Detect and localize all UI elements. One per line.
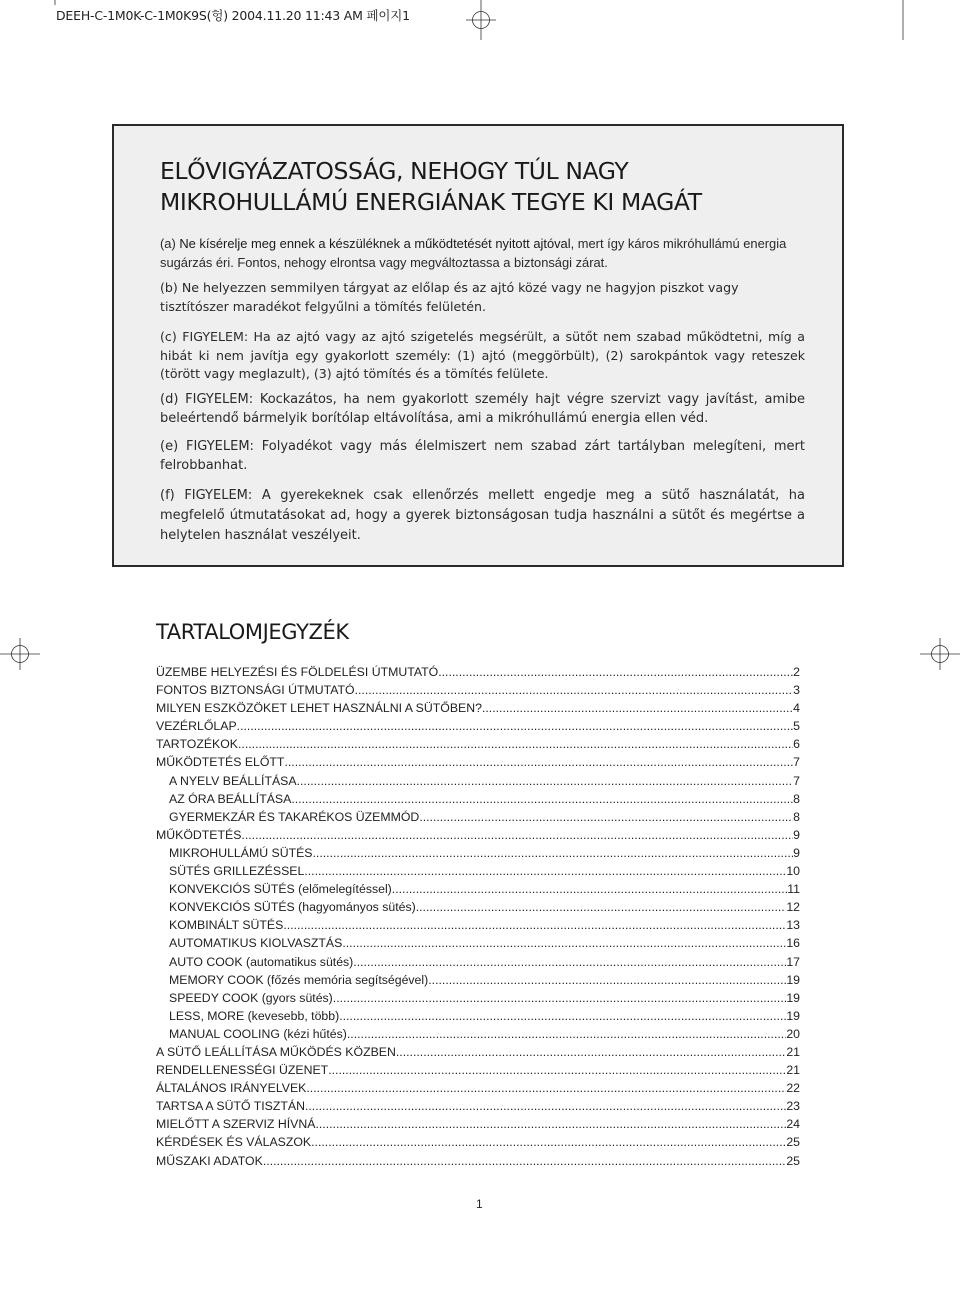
toc-entry-page: 7 [793,773,800,788]
toc-entry[interactable] [156,719,800,737]
toc-entry-leader [241,828,793,842]
toc-entry-label: MANUAL COOLING (kézi hűtés) [169,1026,347,1041]
toc-entry-page: 20 [786,1026,800,1041]
warning-item-emphasis: Ne helyezzen semmilyen tárgyat [181,280,390,295]
warning-item-c [160,328,805,384]
toc-entry-page: 8 [793,809,800,824]
toc-entry-page: 21 [786,1044,800,1059]
toc-entry[interactable] [156,1081,800,1099]
warning-title-line-2: MIKROHULLÁMÚ ENERGIÁNAK TEGYE KI MAGÁT [160,188,702,216]
toc-entry[interactable] [156,1063,800,1081]
crop-mark-top-left-icon [50,0,60,5]
warning-item-emphasis: FIGYELEM: [185,439,254,454]
crop-mark-top-right-icon [898,0,908,40]
warning-item-text: A gyerekeknek csak ellenőrzés mellett engedje meg a sütő használatát, ha megfelelő útmutatásokat ad, hogy a gyerek biztonságosan tudja használni a sütőt és megértse a helytelen használat veszélyeit. [160,488,805,543]
warning-item-b [160,279,805,316]
toc-entry-page: 22 [786,1081,800,1096]
toc-entry[interactable] [156,810,800,828]
toc-entry-label: ÜZEMBE HELYEZÉSI ÉS FÖLDELÉSI ÚTMUTATÓ [156,665,439,679]
toc-entry-label: AZ ÓRA BEÁLLÍTÁSA [169,791,292,806]
toc-entry-label: MILYEN ESZKÖZÖKET LEHET HASZNÁLNI A SÜTŐBEN? [156,701,482,716]
toc-entry-page: 25 [786,1135,800,1150]
toc-entry[interactable] [156,755,800,773]
warning-title [160,156,702,218]
toc-entry-leader [482,701,793,715]
toc-entry-leader [305,1099,786,1113]
toc-entry-page: 2 [793,665,800,679]
toc-entry-page: 9 [793,827,800,842]
toc-entry-page: 7 [793,755,800,770]
toc-entry-leader [263,1154,786,1168]
toc-entry-label: AUTOMATIKUS KIOLVASZTÁS [169,936,343,951]
toc-entry-page: 12 [786,900,800,915]
toc-entry-label: KOMBINÁLT SÜTÉS [169,918,284,933]
toc-entry-label: RENDELLENESSÉGI ÜZENET [156,1063,329,1078]
toc-entry[interactable] [156,683,800,701]
toc-entry[interactable] [156,1117,800,1135]
toc-entry-label: MŰSZAKI ADATOK [156,1153,263,1168]
toc-entry-label: LESS, MORE (kevesebb, több) [169,1008,340,1023]
warning-item-label: (c) [160,329,177,344]
toc-entry-label: KONVEKCIÓS SÜTÉS (hagyományos sütés) [169,900,416,915]
toc-entry-page: 8 [793,791,800,806]
toc-entry-page: 25 [786,1153,800,1168]
toc-title: TARTALOMJEGYZÉK [156,620,349,644]
warning-item-label: (e) [160,439,179,454]
toc-entry-page: 5 [793,719,800,734]
toc-entry-leader [311,1135,786,1149]
toc-entry-label: KÉRDÉSEK ÉS VÁLASZOK [156,1135,312,1150]
toc-entry-page: 13 [786,918,800,933]
toc-entry-page: 19 [786,990,800,1005]
toc-entry-leader [284,755,793,769]
toc-entry-leader [297,774,794,788]
toc-entry-leader [355,683,794,697]
toc-entry[interactable] [156,737,800,755]
toc-entry-label: VEZÉRLŐLAP [156,719,237,734]
toc-entry-leader [392,882,787,896]
warning-item-label: (d) [160,392,179,407]
toc-entry-page: 4 [793,701,800,716]
toc-entry-leader [339,1009,786,1023]
toc-entry[interactable] [156,973,800,991]
toc-entry-page: 6 [793,737,800,752]
registration-mark-left-icon [0,634,40,674]
toc-entry[interactable] [156,955,800,973]
toc-entry-page: 19 [786,972,800,987]
toc-entry-leader [419,810,793,824]
page-number: 1 [476,1197,483,1211]
toc-entry-label: MŰKÖDTETÉS [156,827,242,842]
toc-entry-leader [283,918,786,932]
toc-entry-page: 17 [786,954,800,969]
toc-entry-leader [428,973,786,987]
toc-entry-page: 21 [786,1063,800,1078]
toc-entry[interactable] [156,1154,800,1172]
warning-item-f [160,486,805,546]
toc-entry-label: TARTSA A SÜTŐ TISZTÁN [156,1099,305,1114]
toc-entry[interactable] [156,701,800,719]
toc-entry-leader [238,737,793,751]
toc-entry-leader [304,864,786,878]
toc-entry-leader [315,1117,786,1131]
warning-title-line-1: ELŐVIGYÁZATOSSÁG, NEHOGY TÚL NAGY [160,157,629,185]
toc-entry-leader [347,1027,786,1041]
toc-entry[interactable] [156,828,800,846]
toc-entry-page: 19 [786,1008,800,1023]
toc-entry[interactable] [156,900,800,918]
toc-entry-leader [306,1081,786,1095]
toc-entry-label: KONVEKCIÓS SÜTÉS (előmelegítéssel) [169,882,392,897]
registration-mark-right-icon [920,634,960,674]
warning-item-label: (f) [160,488,175,503]
toc-entry-page: 16 [786,936,800,951]
warning-item-emphasis: FIGYELEM: [184,488,253,503]
warning-item-text: mert így káros mikróhullámú energia sugárzás éri. Fontos, nehogy elrontsa vagy megváltoztassa a biztonsági zárat. [160,236,787,270]
toc-entry-label: MŰKÖDTETÉS ELŐTT [156,755,285,770]
toc-entry[interactable] [156,936,800,954]
toc-entry-leader [237,719,794,733]
toc-entry-leader [291,792,793,806]
warning-item-text: Ha az ajtó vagy az ajtó szigetelés megsérült, a sütőt nem szabad működtetni, míg a hibát ki nem javítja egy gyakorlott személy: (1) ajtó (meggörbült), (2) sarokpántok vagy reteszek (törött vagy meglazult), (3) ajtó tömítés és a tömítés felülete. [160,329,805,381]
toc-entry-label: MIKROHULLÁMÚ SÜTÉS [169,845,313,860]
warning-item-text: Kockazátos, ha nem gyakorlott személy hajt végre szervizt vagy javítást, amibe beleértendő bármelyik borítólap eltávolítása, ami a mikróhullámú energia ellen véd. [160,392,805,426]
toc-entry[interactable] [156,1099,800,1117]
toc-entry[interactable] [156,1027,800,1045]
toc-entry-label: A SÜTŐ LEÁLLÍTÁSA MŰKÖDÉS KÖZBEN [156,1044,396,1059]
toc-entry[interactable] [156,665,800,683]
toc-entry[interactable] [156,864,800,882]
warning-item-emphasis: Ne kísérelje meg ennek a készüléknek a működtetését nyitott ajtóval, [179,236,575,251]
toc-entry[interactable] [156,991,800,1009]
toc-entry-leader [416,900,787,914]
toc-entry[interactable] [156,774,800,792]
toc-entry[interactable] [156,792,800,810]
warning-item-d [160,391,805,428]
toc-list [156,665,800,1172]
toc-entry-label: TARTOZÉKOK [156,737,238,752]
toc-entry-leader [333,991,787,1005]
toc-entry-leader [328,1063,786,1077]
toc-entry-label: FONTOS BIZTONSÁGI ÚTMUTATÓ [156,683,355,698]
toc-entry-page: 24 [786,1117,800,1132]
warning-item-emphasis: FIGYELEM: [185,392,254,407]
print-header-line: DEEH-C-1M0K-C-1M0K9S(헝) 2004.11.20 11:43 AM 페이지1 [56,8,410,23]
toc-entry-page: 23 [786,1099,800,1114]
toc-entry-label: MIELŐTT A SZERVIZ HÍVNÁ [156,1117,316,1132]
toc-entry[interactable] [156,846,800,864]
toc-entry-label: MEMORY COOK (főzés memória segítségével) [169,972,429,987]
toc-entry[interactable] [156,918,800,936]
warning-item-text: az előlap és az ajtó közé vagy ne hagyjon piszkot vagy tisztítószer maradékot felgyűlni a tömítés felületén. [160,280,739,314]
toc-entry-label: SPEEDY COOK (gyors sütés) [169,990,333,1005]
warning-item-text: Folyadékot vagy más élelmiszert nem szabad zárt tartályban melegíteni, mert felrobbanhat. [160,439,805,473]
toc-entry[interactable] [156,1135,800,1153]
warning-item-emphasis: FIGYELEM: [182,329,249,344]
toc-entry-label: AUTO COOK (automatikus sütés) [169,954,354,969]
toc-entry-leader [353,955,786,969]
warning-item-e [160,438,805,475]
warning-item-a [160,235,805,272]
warning-item-label: (a) [160,236,176,251]
toc-entry[interactable] [156,882,800,900]
toc-entry-page: 3 [793,683,800,698]
warning-item-label: (b) [160,280,178,295]
toc-entry-leader [396,1045,786,1059]
toc-entry-page: 10 [786,864,800,879]
toc-entry-label: A NYELV BEÁLLÍTÁSA [169,773,297,788]
toc-entry-leader [438,665,793,679]
toc-entry-label: SÜTÉS GRILLEZÉSSEL [169,864,305,879]
toc-entry[interactable] [156,1045,800,1063]
toc-entry-label: ÁLTALÁNOS IRÁNYELVEK [156,1081,307,1096]
toc-entry[interactable] [156,1009,800,1027]
toc-entry-leader [313,846,794,860]
toc-entry-label: GYERMEKZÁR ÉS TAKARÉKOS ÜZEMMÓD [169,809,420,824]
toc-entry-page: 11 [787,882,800,897]
warning-box [112,124,844,567]
registration-mark-top-icon [466,0,496,40]
toc-entry-leader [342,936,786,950]
toc-entry-page: 9 [793,845,800,860]
